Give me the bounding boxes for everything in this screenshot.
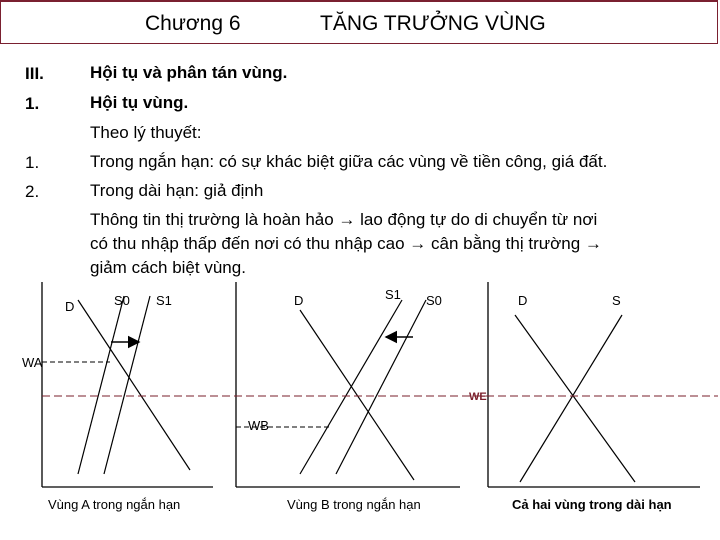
arrow-right-icon: →	[409, 234, 427, 253]
outline-num-0: III.	[25, 64, 44, 83]
graph-b-s1-label: S1	[385, 287, 401, 302]
graph-a-supply-s1-line	[104, 296, 150, 474]
graph-a-demand-line	[78, 300, 190, 470]
chapter-label: Chương 6	[145, 12, 241, 35]
graph-a-s1-label: S1	[156, 293, 172, 308]
graph-b-s0-label: S0	[426, 293, 442, 308]
graph-b-supply-s1-line	[300, 300, 402, 474]
graph-a-wage-label: WA	[22, 355, 43, 370]
graph-region-a	[22, 282, 213, 512]
chapter-title: TĂNG TRƯỞNG VÙNG	[320, 12, 546, 35]
outline-text-4: Trong dài hạn: giả định	[90, 181, 264, 200]
graph-a-caption: Vùng A trong ngắn hạn	[48, 497, 181, 512]
graph-c-d-label: D	[518, 293, 528, 308]
graph-b-demand-line	[300, 310, 414, 480]
graph-a-d-label: D	[65, 299, 75, 314]
graph-c-demand-line	[515, 315, 635, 482]
arrow-right-icon: →	[584, 234, 602, 253]
graph-both-regions	[42, 282, 718, 512]
outline-text-2: Theo lý thuyết:	[90, 123, 202, 142]
outline-text-1: Hội tụ vùng.	[90, 93, 189, 112]
graph-b-caption: Vùng B trong ngắn hạn	[287, 497, 421, 512]
assumption-line-2: có thu nhập thấp đến nơi có thu nhập cao → cân bằng thị trường →	[90, 234, 602, 253]
outline-num-4: 2.	[25, 182, 40, 201]
arrow-right-icon: →	[338, 210, 356, 229]
outline-num-1: 1.	[25, 94, 40, 113]
graph-c-supply-line	[520, 315, 622, 482]
outline-num-3: 1.	[25, 153, 40, 172]
graph-a-supply-s0-line	[78, 296, 124, 474]
graph-c-caption: Cả hai vùng trong dài hạn	[512, 497, 672, 512]
graph-region-b	[236, 282, 460, 512]
assumption-line-1: Thông tin thị trường là hoàn hảo → lao động tự do di chuyển từ nơi	[90, 210, 598, 229]
graph-b-d-label: D	[294, 293, 304, 308]
graph-c-s-label: S	[612, 293, 621, 308]
graph-b-supply-s0-line	[336, 300, 426, 474]
outline-text-3: Trong ngắn hạn: có sự khác biệt giữa các vùng về tiền công, giá đất.	[90, 152, 608, 171]
graph-b-wage-label: WB	[248, 418, 269, 433]
assumption-line-3: giảm cách biệt vùng.	[90, 258, 246, 277]
outline-text-0: Hội tụ và phân tán vùng.	[90, 63, 288, 82]
graph-c-wage-label: WE	[469, 391, 487, 403]
graph-a-s0-label: S0	[114, 293, 130, 308]
